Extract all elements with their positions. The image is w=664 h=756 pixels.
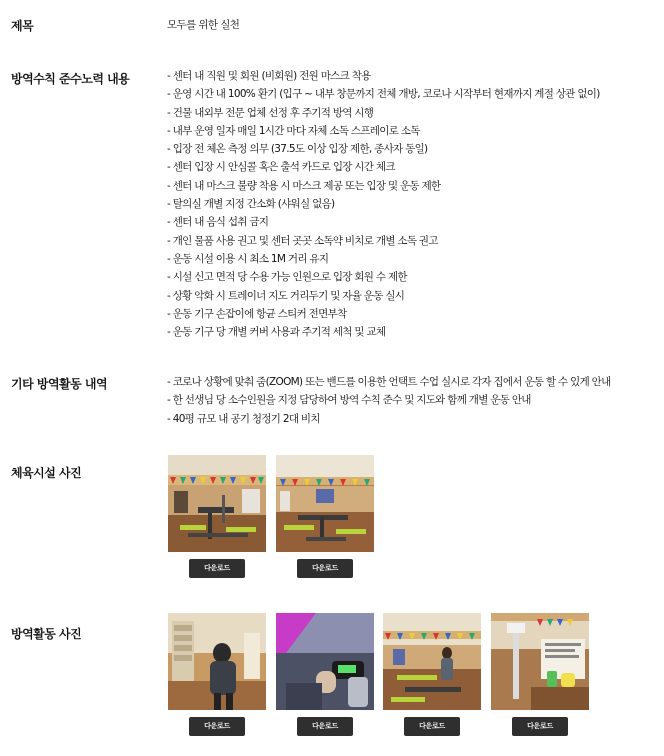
activity-photo-item xyxy=(276,613,374,730)
entrance-hallway-photo[interactable] xyxy=(168,613,266,710)
list-item: - 상황 악화 시 트레이너 지도 거리두기 및 자율 운동 실시 xyxy=(167,289,405,302)
list-item: - 운영 시간 내 100% 환기 (입구 ~ 내부 창문까지 전체 개방, 코로나 시작부터 현재까지 계절 상관 없이) xyxy=(167,88,600,101)
title-value: 모두를 위한 실천 xyxy=(167,19,240,31)
download-button[interactable]: 다운로드 xyxy=(189,717,245,736)
quarantine-rules-label: 방역수칙 준수노력 내용 xyxy=(11,72,130,86)
list-item: - 40평 규모 내 공기 청정기 2대 비치 xyxy=(167,412,320,425)
download-button[interactable]: 다운로드 xyxy=(189,559,245,578)
download-button[interactable]: 다운로드 xyxy=(297,559,353,578)
list-item: - 내부 운영 일자 매일 1시간 마다 자체 소독 스프레이로 소독 xyxy=(167,124,420,137)
list-item: - 개인 물품 사용 권고 및 센터 곳곳 소독약 비치로 개별 소독 권고 xyxy=(167,234,438,247)
quarantine-rules-list xyxy=(167,67,600,341)
facility-photo-item xyxy=(168,455,266,572)
other-activities-label: 기타 방역활동 내역 xyxy=(11,377,108,391)
download-button[interactable]: 다운로드 xyxy=(404,717,460,736)
list-item: - 센터 내 직원 및 회원 (비회원) 전원 마스크 착용 xyxy=(167,70,371,82)
sanitizer-station-photo[interactable] xyxy=(491,613,589,710)
list-item: - 한 선생님 당 소수인원을 지정 담당하여 방역 수칙 준수 및 지도와 함께 개별 운동 안내 xyxy=(167,394,531,407)
list-item: - 건물 내외부 전문 업체 선정 후 주기적 방역 시행 xyxy=(167,106,374,119)
list-item: - 센터 내 음식 섭취 금지 xyxy=(167,216,269,229)
list-item: - 운동 기구 당 개별 커버 사용과 주기적 세척 및 교체 xyxy=(167,326,386,339)
list-item: - 운동 기구 손잡이에 항균 스티커 전면부착 xyxy=(167,307,347,320)
other-activities-list xyxy=(167,373,611,428)
list-item: - 입장 전 체온 측정 의무 (37.5도 이상 입장 제한, 종사자 동일) xyxy=(167,143,428,156)
download-button[interactable]: 다운로드 xyxy=(512,717,568,736)
list-item: - 운동 시설 이용 시 최소 1M 거리 유지 xyxy=(167,252,329,265)
thermometer-check-photo[interactable] xyxy=(276,613,374,710)
activity-photo-item xyxy=(168,613,266,730)
list-item: - 시설 신고 면적 당 수용 가능 인원으로 입장 회원 수 제한 xyxy=(167,271,407,284)
title-label: 제목 xyxy=(11,19,34,33)
list-item: - 센터 내 마스크 불량 착용 시 마스크 제공 또는 입장 및 운동 제한 xyxy=(167,179,441,192)
list-item: - 센터 입장 시 안심콜 혹은 출석 카드로 입장 시간 체크 xyxy=(167,161,395,174)
gym-interior-photo[interactable] xyxy=(168,455,266,552)
activity-photo-item xyxy=(383,613,481,730)
list-item: - 코로나 상황에 맞춰 줌(ZOOM) 또는 밴드를 이용한 언택트 수업 실시로 각자 집에서 운동 할 수 있게 안내 xyxy=(167,376,611,388)
activity-photos-label: 방역활동 사진 xyxy=(11,627,82,641)
studio-class-photo[interactable] xyxy=(383,613,481,710)
facility-photo-item xyxy=(276,455,374,572)
activity-photo-item xyxy=(491,613,589,730)
facility-photos-label: 체육시설 사진 xyxy=(11,466,82,480)
gym-interior-photo[interactable] xyxy=(276,455,374,552)
download-button[interactable]: 다운로드 xyxy=(297,717,353,736)
list-item: - 탈의실 개별 지정 간소화 (샤워실 없음) xyxy=(167,198,335,211)
